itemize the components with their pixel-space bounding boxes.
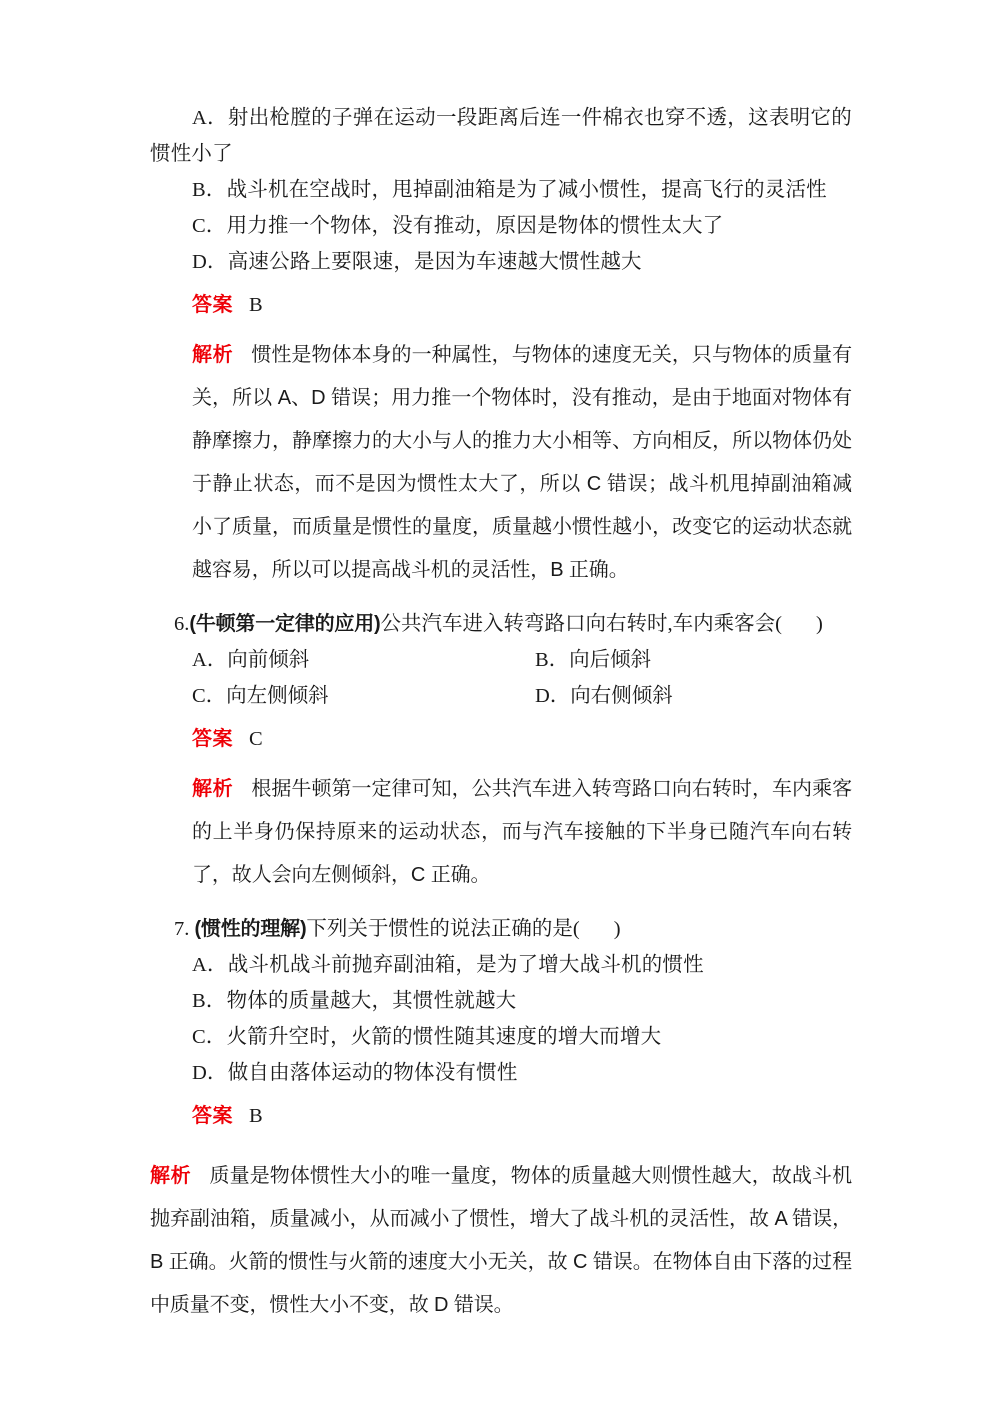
option-item [150,947,852,983]
option-letter: C [192,215,206,237]
option-item [150,678,535,714]
option-letter: D [192,1062,208,1084]
option-item [150,1055,852,1091]
option-letter: B [192,179,206,201]
option-item [150,172,852,208]
answer-value: B [249,294,263,316]
answer-label: 答案 [192,728,233,750]
analysis-block [150,1155,852,1327]
option-text: ．用力推一个物体，没有推动，原因是物体的惯性太大了 [205,215,724,237]
option-text: ．向右侧倾斜 [549,685,673,707]
question7-options [150,947,852,1091]
question-number: 6. [174,613,190,635]
option-letter: A [192,954,208,976]
option-text: ．向后倾斜 [548,649,652,671]
option-text: ．高速公路上要限速，是因为车速越大惯性越大 [207,251,642,273]
question5-options [150,100,852,280]
question-6-stem [150,606,852,642]
analysis-label: 解析 [192,778,234,800]
option-letter: C [192,685,206,707]
question-text-close: ) [815,613,823,635]
option-letter: D [192,251,208,273]
answer-value: C [249,728,263,750]
option-item [150,1019,852,1055]
option-item [150,208,852,244]
option-item [535,678,852,714]
analysis-text: 质量是物体惯性大小的唯一量度，物体的质量越大则惯性越大，故战斗机抛弃副油箱，质量减小，从而减小了惯性，增大了战斗机的灵活性，故 A 错误，B 正确。火箭的惯性与火箭的速度大小无关，故 C 错误。在物体自由下落的过程中质量不变，惯性大小不变，故 D 错误。 [150,1165,852,1316]
option-item [535,642,852,678]
option-letter: A [192,107,208,129]
option-item [150,983,852,1019]
answer-line [150,720,852,758]
question6-option-row [150,642,852,678]
question-text: 下列关于惯性的说法正确的是( [306,918,580,940]
question-text-close: ) [613,918,621,940]
option-letter: C [192,1026,206,1048]
answer-line [150,286,852,324]
analysis-block [150,768,852,897]
option-item [150,642,535,678]
option-item [150,244,852,280]
option-text: ．射出枪膛的子弹在运动一段距离后连一件棉衣也穿不透，这表明它的惯性小了 [150,107,852,165]
option-text: ．物体的质量越大，其惯性就越大 [205,990,517,1012]
analysis-label: 解析 [192,344,234,366]
question-number: 7. [174,918,190,940]
question6-option-row [150,678,852,714]
answer-line [150,1097,852,1135]
option-text: ．火箭升空时，火箭的惯性随其速度的增大而增大 [205,1026,662,1048]
option-text: ．战斗机在空战时，甩掉副油箱是为了减小惯性，提高飞行的灵活性 [205,179,827,201]
answer-value: B [249,1105,263,1127]
content-column [150,100,852,1327]
question-topic-tag: (惯性的理解) [194,918,307,940]
option-letter: A [192,649,207,671]
option-text: ．向前倾斜 [206,649,310,671]
analysis-text: 根据牛顿第一定律可知，公共汽车进入转弯路口向右转时，车内乘客的上半身仍保持原来的运动状态，而与汽车接触的下半身已随汽车向右转了，故人会向左侧倾斜，C 正确。 [192,778,852,886]
answer-label: 答案 [192,294,233,316]
analysis-block [150,334,852,592]
option-letter: B [192,990,206,1012]
analysis-text: 惯性是物体本身的一种属性，与物体的速度无关，只与物体的质量有关，所以 A、D 错误；用力推一个物体时，没有推动，是由于地面对物体有静摩擦力，静摩擦力的大小与人的推力大小相等、方向相反，所以物体仍处于静止状态，而不是因为惯性太大了，所以 C 错误；战斗机甩掉副油箱减小了质量，而质量是惯性的量度，质量越小惯性越小，改变它的运动状态就越容易，所以可以提高战斗机的灵活性，B 正确。 [192,344,852,581]
analysis-label: 解析 [150,1165,192,1187]
answer-label: 答案 [192,1105,233,1127]
option-letter: D [535,685,550,707]
option-text: ．做自由落体运动的物体没有惯性 [207,1062,518,1084]
question-text: 公共汽车进入转弯路口向右转时,车内乘客会( [380,613,782,635]
option-item [150,100,852,172]
question-7-stem [150,911,852,947]
option-letter: B [535,649,549,671]
option-text: ．战斗机战斗前抛弃副油箱，是为了增大战斗机的惯性 [207,954,704,976]
question-topic-tag: (牛顿第一定律的应用) [189,613,381,635]
option-text: ．向左侧倾斜 [205,685,329,707]
